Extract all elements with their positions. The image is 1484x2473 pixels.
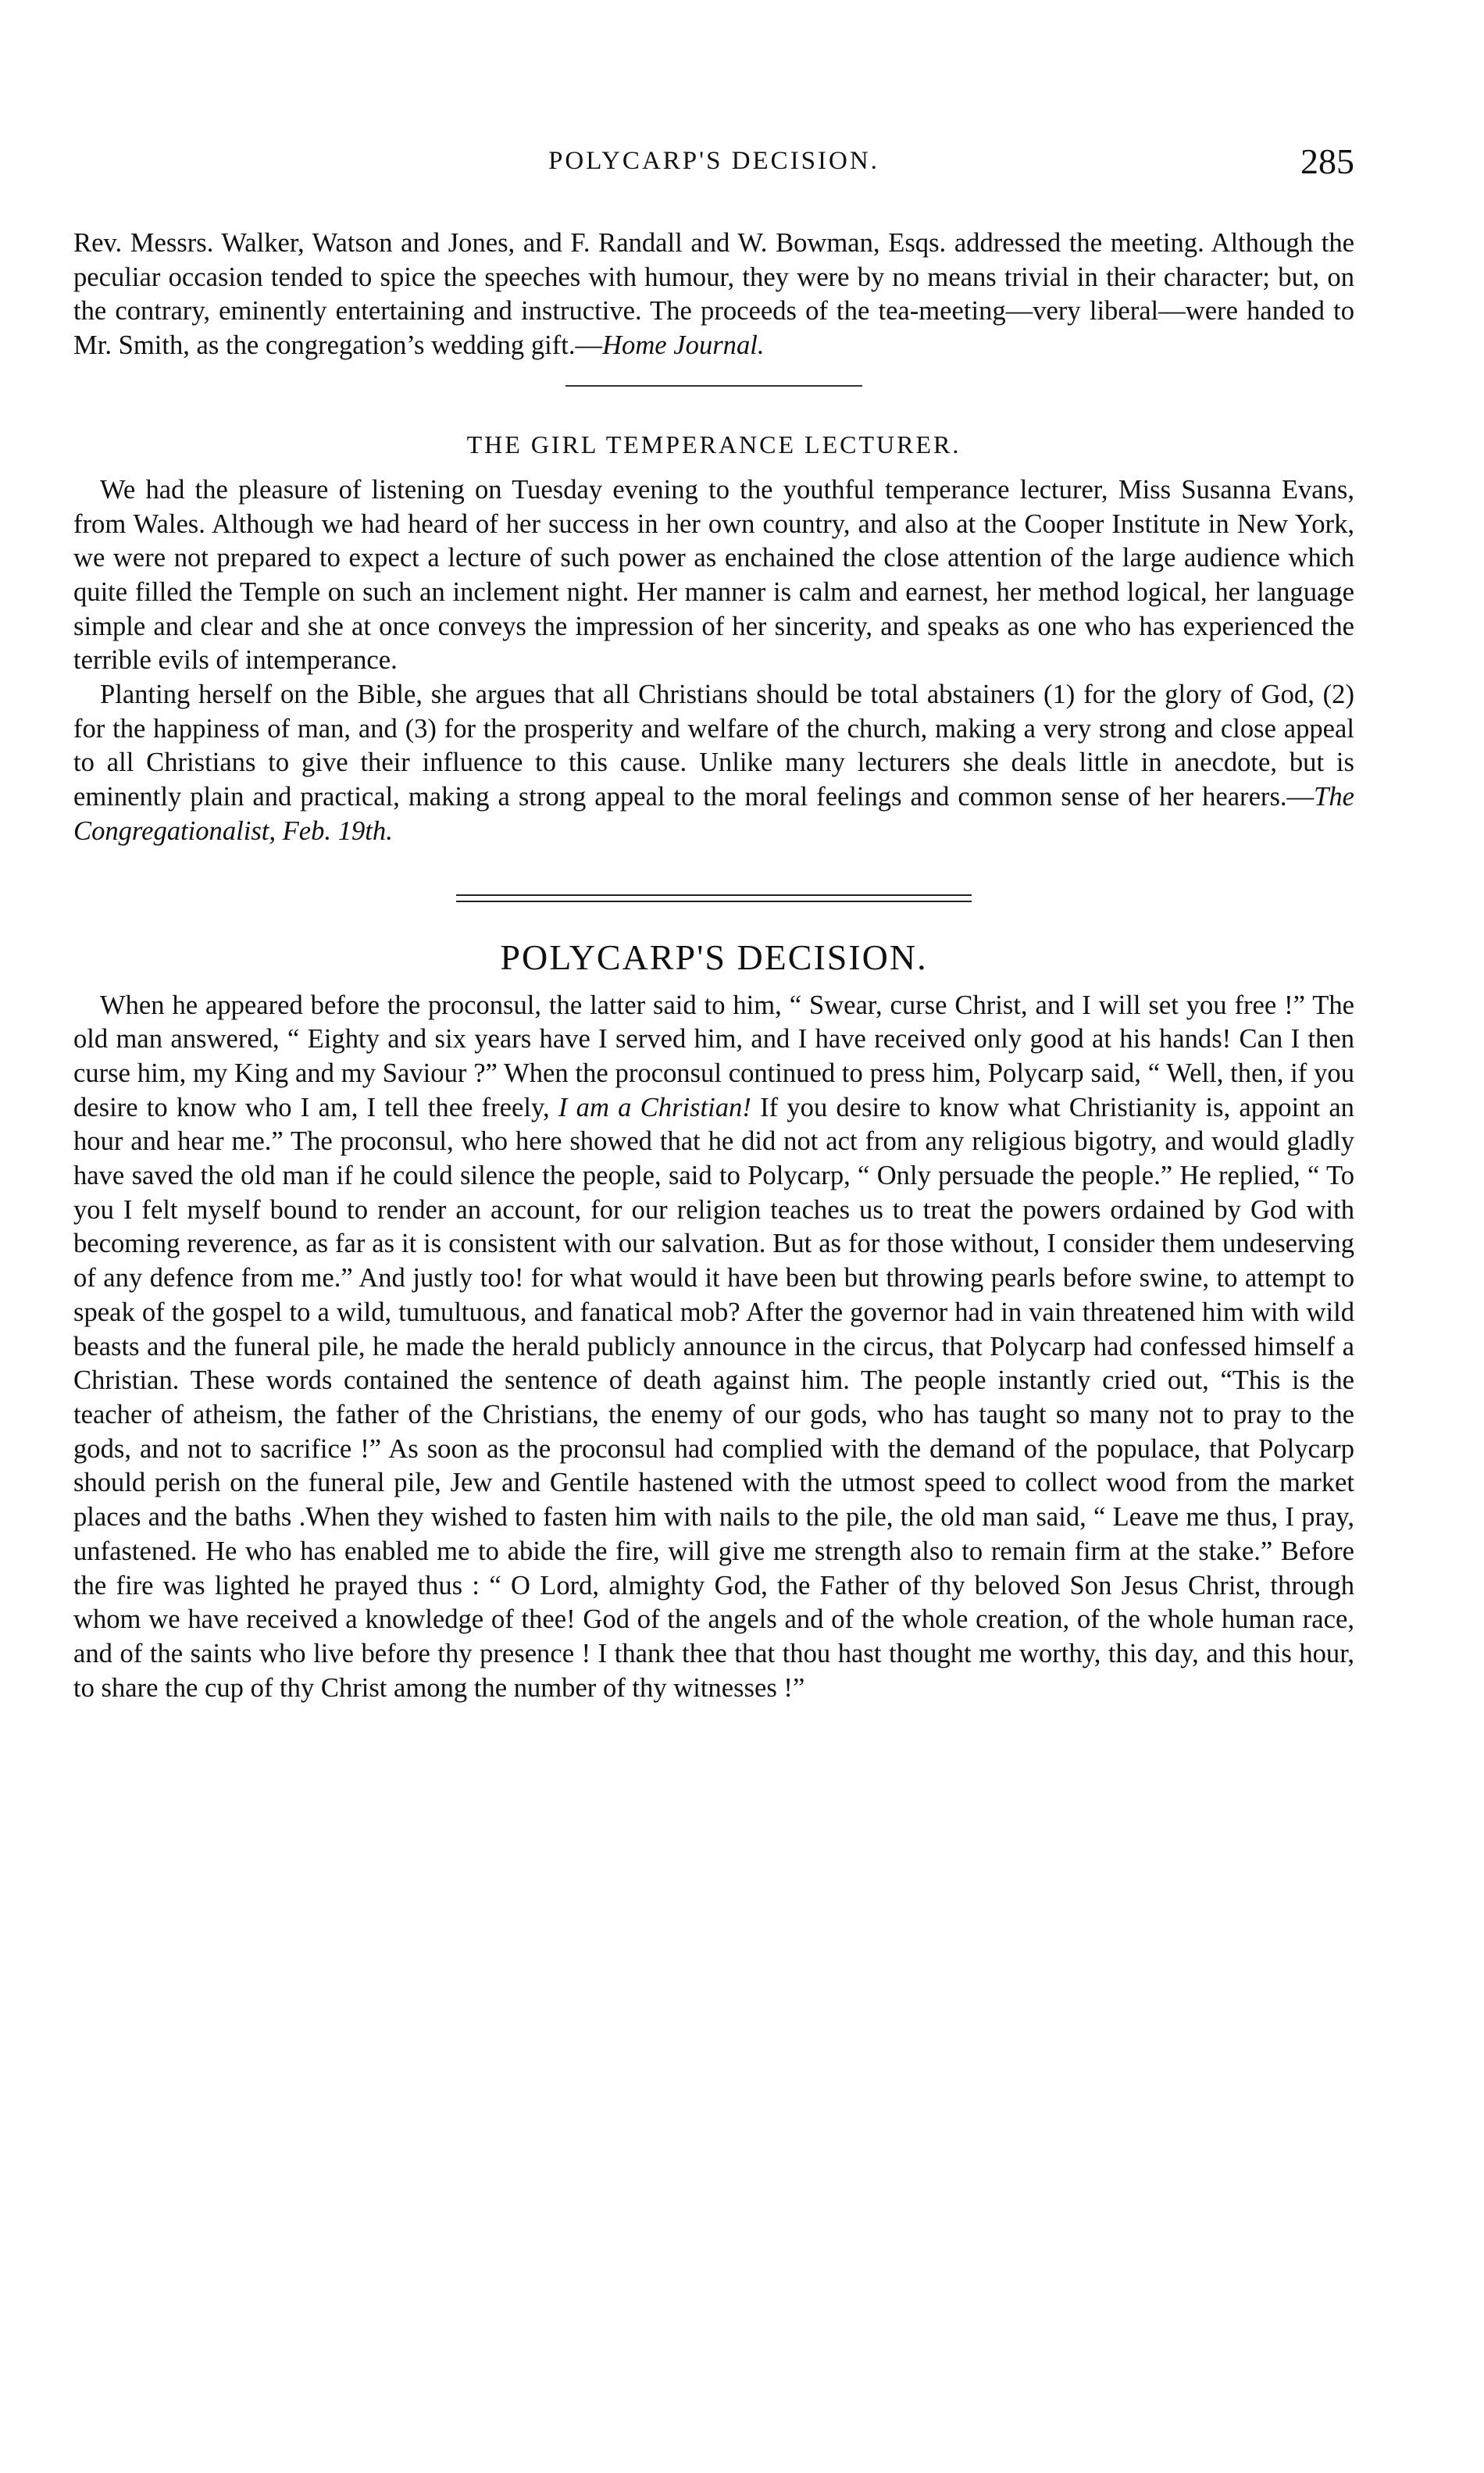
article-temperance-lecturer (73, 430, 1354, 849)
emphasized-text: I am a Christian! (558, 1092, 751, 1122)
book-page (73, 141, 1354, 1705)
article-polycarp (73, 937, 1354, 1706)
article-paragraph: We had the pleasure of listening on Tuesday evening to the youthful temperance lecturer, Miss Susanna Evans, from Wales. Although we had heard of her success in her own country, and also at the Cooper Institute in New York, we were not prepared to expect a lecture of such power as enchained the close attention of the large audience which quite filled the Temple on such an inclement night. Her manner is calm and earnest, her method logical, her language simple and clear and she at once conveys the impression of her sincerity, and speaks as one who has experienced the terrible evils of intemperance. (73, 474, 1354, 676)
section-divider (565, 385, 862, 387)
running-header (73, 141, 1354, 195)
source-citation: Home Journal. (602, 330, 765, 361)
section-title: THE GIRL TEMPERANCE LECTURER. (466, 430, 961, 459)
article-paragraph (73, 989, 1354, 1706)
double-rule-divider (456, 894, 972, 902)
paragraph-text: When he appeared before the proconsul, the latter said to him, “ Swear, curse Christ, and I will set you free !” The old man answered, “ Eighty and six years have I served him, and I have received only good at his hands! Can I then curse him, my King and my Saviour ?” When the proconsul continued to press him, Polycarp said, “ Well, then, if you desire to know who I am, I tell thee freely, (73, 990, 1354, 1122)
paragraph-text: Rev. Messrs. Walker, Watson and Jones, and F. Randall and W. Bowman, Esqs. addressed the meeting. Although the peculiar occasion tended to spice the speeches with humour, they were by no means trivial in their character; but, on the contrary, eminently entertaining and instructive. The proceeds of the tea-meeting—very liberal—were handed to Mr. Smith, as the congregation’s wedding gift.— (73, 228, 1354, 361)
article-paragraph (73, 227, 1354, 363)
paragraph-text: Planting herself on the Bible, she argues that all Christians should be total abstainers (1) for the glory of God, (2) for the happiness of man, and (3) for the prosperity and welfare of the church, making a very strong and close appeal to all Christians to give their influence to this cause. Unlike many lecturers she deals little in anecdote, but is eminently plain and practical, making a strong appeal to the moral feelings and common sense of her hearers.— (73, 680, 1354, 812)
source-citation: The Congregationalist, Feb. 19th. (73, 782, 1354, 846)
paragraph-text: If you desire to know what Christianity is, appoint an hour and hear me.” The proconsul, who here showed that he did not act from any religious bigotry, and would gladly have saved the old man if he could silence the people, said to Polycarp, “ Only persuade the people.” He replied, “ To you I felt myself bound to render an account, for our religion teaches us to treat the powers ordained by God with becoming reverence, as far as it is consistent with our salvation. But as for those without, I consider them undeserving of any defence from me.” And justly too! for what would it have been but throwing pearls before swine, to attempt to speak of the gospel to a wild, tumultuous, and fanatical mob? After the governor had in vain threatened him with wild beasts and the funeral pile, he made the herald publicly announce in the circus, that Polycarp had confessed himself a Christian. These words contained the sentence of death against him. The people instantly cried out, “This is the teacher of atheism, the father of the Christians, the enemy of our gods, who has taught so many not to pray to the gods, and not to sacrifice !” As soon as the proconsul had complied with the demand of the populace, that Polycarp should perish on the funeral pile, Jew and Gentile hastened with the utmost speed to collect wood from the market places and the baths .When they wished to fasten him with nails to the pile, the old man said, “ Leave me thus, I pray, unfastened. He who has enabled me to abide the fire, will give me strength also to remain firm at the stake.” Before the fire was lighted he prayed thus : “ O Lord, almighty God, the Father of thy beloved Son Jesus Christ, through whom we have received a knowledge of thee! God of the angels and of the whole creation, of the whole human race, and of the saints who live before thy presence ! I thank thee that thou hast thought me worthy, this day, and this hour, to share the cup of thy Christ among the number of thy witnesses !” (73, 1092, 1354, 1703)
article-tea-meeting (73, 227, 1354, 363)
article-paragraph (73, 678, 1354, 849)
page-number: 285 (1300, 141, 1354, 181)
running-title: POLYCARP'S DECISION. (548, 147, 879, 175)
article-title: POLYCARP'S DECISION. (500, 937, 928, 977)
